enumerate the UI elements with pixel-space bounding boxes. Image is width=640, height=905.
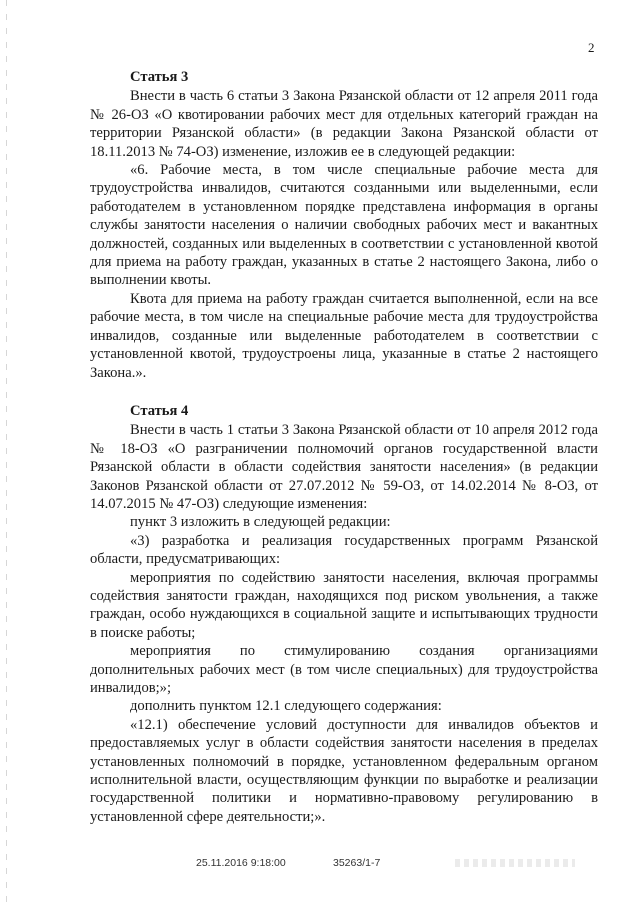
scan-noise-artifact: [455, 859, 575, 867]
document-body: [90, 68, 598, 826]
article-4: [90, 402, 598, 826]
article-3-paragraph: Квота для приема на работу граждан считается выполненной, если на все рабочие места, в том числе на специальные рабочие места для трудоустройства инвалидов, созданные или выделенные работодателем в соответствии с установленной квотой, трудоустроены лица, указанные в статье 2 настоящего Закона.».: [90, 290, 598, 381]
footer-document-code: 35263/1-7: [333, 857, 381, 869]
scan-edge-artifact: [6, 0, 7, 905]
article-3-heading: Статья 3: [130, 69, 189, 85]
article-4-paragraph: «12.1) обеспечение условий доступности для инвалидов объектов и предоставляемых услуг в области содействия занятости населения в пределах установленных полномочий в порядке, установленном федеральным органом исполнительной власти, осуществляющим функции по выработке и реализации государственной политики и нормативно-правовому регулированию в установленной сфере деятельности;».: [90, 716, 598, 825]
article-4-paragraph: Внести в часть 1 статьи 3 Закона Рязанской области от 10 апреля 2012 года № 18-ОЗ «О разграничении полномочий органов государственной власти Рязанской области в области содействия занятости населения» (в редакции Законов Рязанской области от 27.07.2012 № 59-ОЗ, от 14.02.2014 № 8-ОЗ, от 14.07.2015 № 47-ОЗ) следующие изменения:: [90, 422, 598, 512]
article-4-heading: Статья 4: [130, 402, 189, 419]
article-4-paragraph: дополнить пунктом 12.1 следующего содержания:: [130, 698, 442, 715]
article-4-paragraph: пункт 3 изложить в следующей редакции:: [130, 514, 391, 531]
article-3-paragraph: Внести в часть 6 статьи 3 Закона Рязанской области от 12 апреля 2011 года № 26-ОЗ «О квотировании рабочих мест для отдельных категорий граждан на территории Рязанской области» (в редакции Закона Рязанской области от 18.11.2013 № 74-ОЗ) изменение, изложив ее в следующей редакции:: [90, 88, 598, 160]
article-4-paragraph: мероприятия по содействию занятости населения, включая программы содействия занятости граждан, находящихся под риском увольнения, а также граждан, особо нуждающихся в социальной защите и испытывающих трудности в поиске работы;: [90, 569, 598, 641]
footer-datetime: 25.11.2016 9:18:00: [196, 857, 286, 869]
article-4-paragraph: мероприятия по стимулированию создания организациями дополнительных рабочих мест (в том числе специальных) для трудоустройства инвалидов;»;: [90, 643, 598, 696]
article-3-paragraph: «6. Рабочие места, в том числе специальные рабочие места для трудоустройства инвалидов, считаются созданными или выделенными, если работодателем в установленном порядке представлена информация в органы службы занятости населения о наличии свободных рабочих мест и вакантных должностей, созданных или выделенных в соответствии с установленной квотой для приема на работу граждан, указанных в статье 2 настоящего Закона, либо о выполнении квоты.: [90, 162, 598, 289]
page-number: 2: [588, 40, 595, 55]
article-4-paragraph: «3) разработка и реализация государственных программ Рязанской области, предусматривающих:: [90, 532, 598, 568]
section-gap: [90, 382, 598, 402]
article-3: [90, 68, 598, 382]
